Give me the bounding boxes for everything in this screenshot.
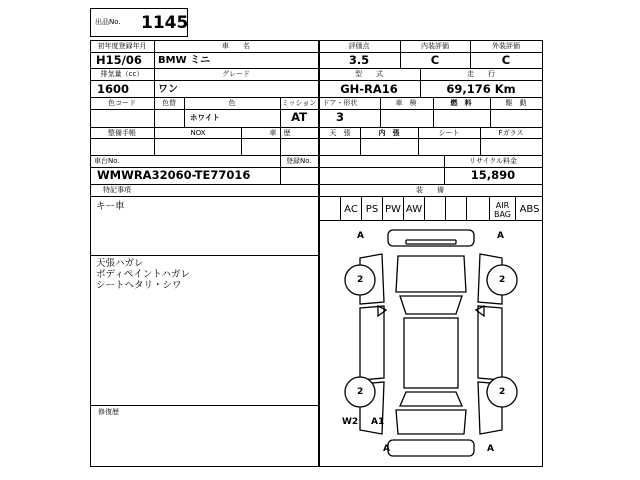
equipment-abs: ABS: [519, 204, 540, 215]
exterior-grade: C: [501, 53, 511, 67]
maintenance-book-label: 整備手帳: [108, 129, 136, 137]
left-door: [360, 306, 384, 380]
transmission: AT: [291, 110, 307, 124]
roof: [404, 318, 458, 388]
displacement: 1600: [97, 82, 130, 96]
car-diagram: [320, 222, 542, 466]
color-label: 色: [228, 99, 236, 107]
equipment-ps: PS: [365, 204, 379, 215]
rear-bumper: [388, 440, 474, 456]
car-name: BMW ミニ: [158, 55, 211, 66]
seat-label: シート: [438, 129, 460, 137]
first-registration-year: H15/06: [96, 53, 142, 67]
vin: WMWRA32060-TE77016: [97, 168, 251, 182]
notes-label: 特記事項: [103, 186, 131, 194]
fuel-label: 燃 料: [450, 99, 472, 107]
right-door: [478, 306, 502, 380]
note-line-4: シートヘタリ・シワ: [96, 280, 182, 291]
grade-rear-a1: A1: [371, 417, 385, 427]
car-name-label: 車 名: [222, 42, 250, 50]
color-code-label: 色コード: [108, 99, 136, 107]
grade-label: グレード: [222, 70, 250, 78]
body-color: ホワイト: [190, 113, 220, 122]
door-count: 3: [335, 110, 345, 124]
grade-rear-left: A: [383, 444, 390, 454]
equipment-pw: PW: [385, 204, 401, 215]
vin-label: 車台No.: [94, 157, 120, 165]
nox-label: NOX: [190, 129, 206, 137]
mileage: 69,176 Km: [446, 82, 516, 96]
grade-rear-w2: W2: [342, 417, 359, 427]
drive-label: 駆 動: [505, 99, 527, 107]
recycle-fee: 15,890: [470, 168, 516, 182]
lot-label: 出品No.: [95, 18, 121, 26]
lot-number: 1145: [141, 13, 189, 33]
lot-number-box: [90, 8, 188, 37]
windshield: [400, 296, 462, 314]
grade-right-front-wheel: 2: [499, 275, 506, 285]
trunk: [396, 410, 466, 434]
exterior-label: 外装評価: [492, 42, 520, 50]
interior-label: 内装評価: [421, 42, 449, 50]
grade-rear-right: A: [487, 444, 494, 454]
equipment-aw: AW: [405, 204, 423, 215]
year-label: 初年度登録年月: [97, 42, 147, 50]
registration-label: 登録No.: [286, 157, 312, 165]
model-label: 型 式: [355, 70, 383, 78]
note-line-3: ボディペイントハガレ: [96, 269, 191, 280]
grade-front-left: A: [357, 231, 364, 241]
hood: [396, 256, 466, 292]
equipment-label: 装 備: [416, 186, 444, 194]
mileage-label: 走 行: [467, 70, 495, 78]
recycle-label: リサイクル料金: [468, 157, 518, 165]
note-line-1: キー車: [96, 201, 125, 212]
grade-left-front-wheel: 2: [357, 275, 364, 285]
displacement-label: 排気量（cc）: [100, 70, 144, 78]
score-label: 評価点: [348, 42, 370, 50]
grade-right-rear-wheel: 2: [499, 387, 506, 397]
rear-window: [400, 392, 462, 406]
history-label: 車 歴: [269, 129, 291, 137]
equipment-ac: AC: [344, 204, 358, 215]
interior-grade: C: [430, 53, 440, 67]
color-change-label: 色替: [162, 99, 176, 107]
note-line-2: 天張ハガレ: [96, 258, 144, 269]
windshield-label: Fガラス: [498, 129, 524, 137]
grade-front-right: A: [497, 231, 504, 241]
door-shape-label: ドア・形状: [322, 99, 358, 107]
model-code: GH-RA16: [340, 82, 398, 96]
repair-history-label: 修復歴: [98, 408, 119, 416]
ceiling-label: 天 張: [329, 129, 351, 137]
interior-trim-label: 内 張: [378, 129, 400, 137]
grade-left-rear-wheel: 2: [357, 387, 364, 397]
mission-label: ミッション: [281, 99, 317, 107]
evaluation-score: 3.5: [348, 53, 370, 67]
grade: ワン: [158, 84, 178, 95]
inspection-label: 車 検: [395, 99, 417, 107]
equipment-airbag: AIR BAG: [493, 201, 512, 219]
